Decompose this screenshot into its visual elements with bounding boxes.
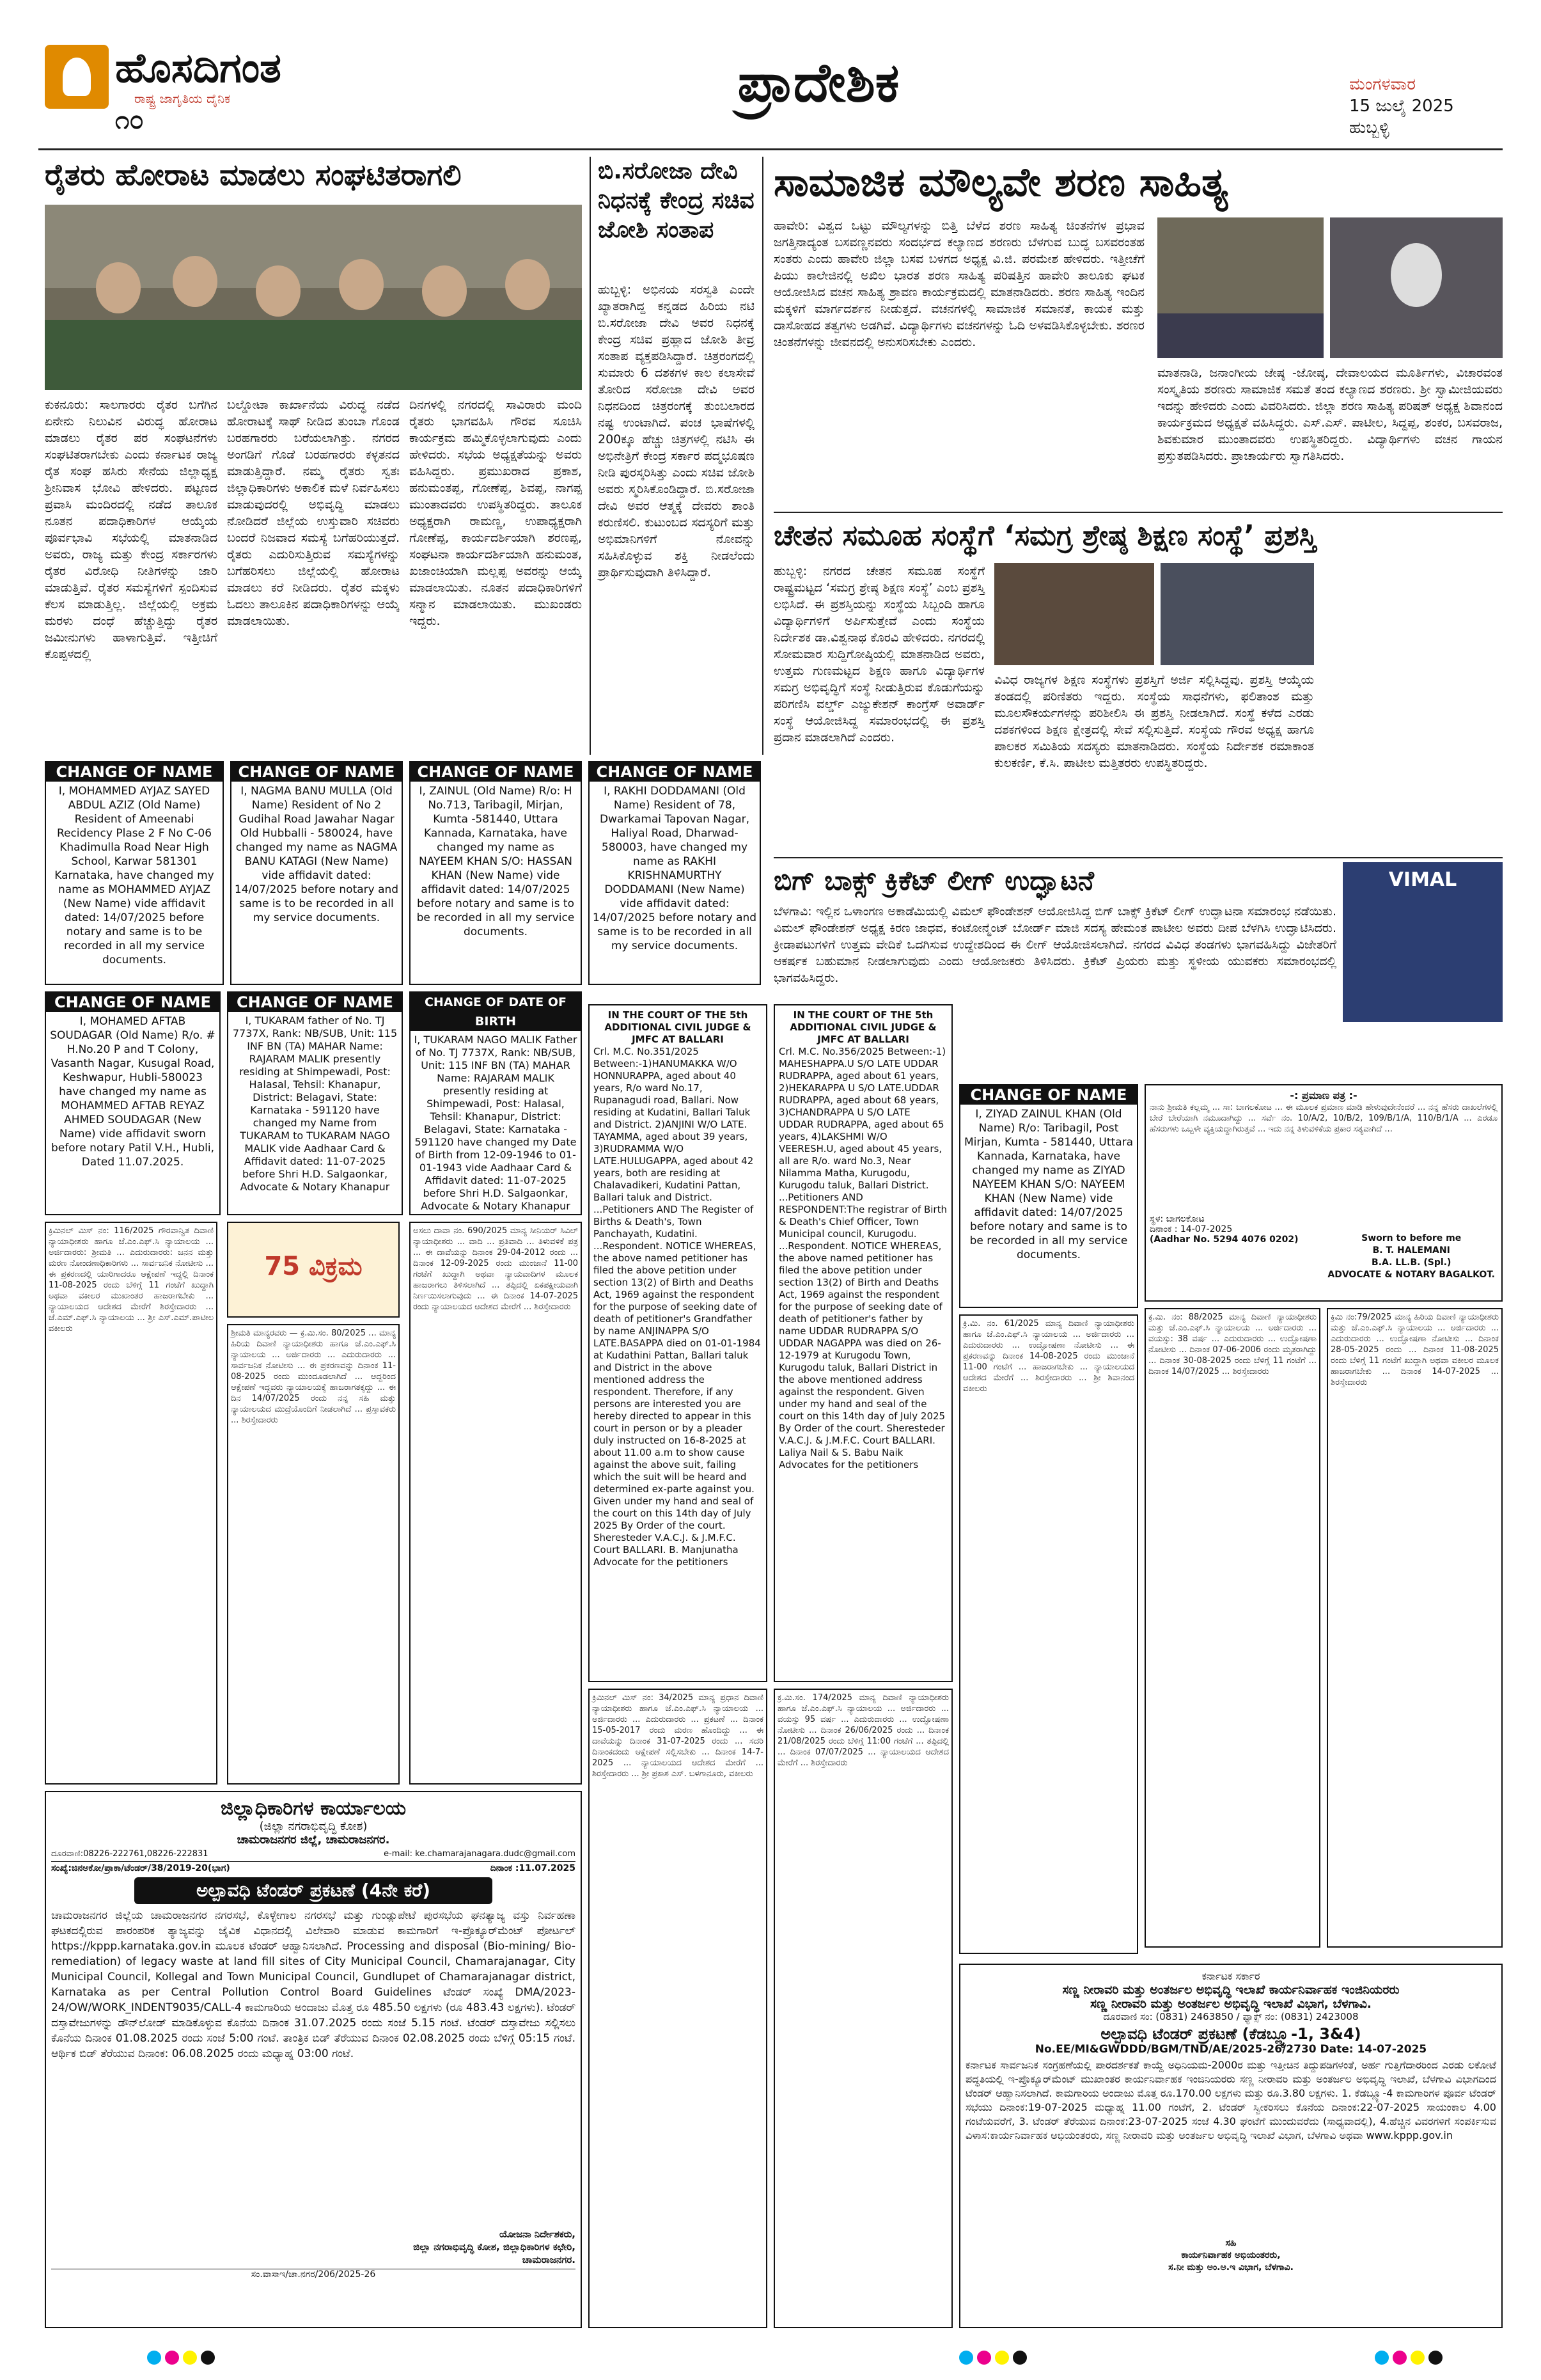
logo-text: 75 ವಿಕ್ರಮ (264, 1252, 363, 1281)
affidavit-body: ನಾನು ಶ್ರೀಮತಿ ಕಲ್ಲಮ್ಮ ... ಸಾ: ಬಾಗಲಕೋಟ ... ಈ ಮೂಲಕ ಪ್ರಮಾಣ ಮಾಡಿ ಹೇಳುವುದೇನೆಂದರೆ ... ನನ್ನ ಹೆಸರು ದಾಖಲೆಗಳಲ್ಲಿ ಬೇರೆ ಬೇರೆಯಾಗಿ ನಮೂದಾಗಿದ್ದು ... ಸರ್ವೆ ನಂ. 10/A/2, 10/B/2, 109/B/1/A, 110/B/1/A ... ಎರಡೂ ಹೆಸರುಗಳು ಒಬ್ಬಳೇ ವ್ಯಕ್ತಿಯದ್ದಾಗಿರುತ್ತವೆ ... ಇದು ನನ್ನ ತಿಳುವಳಿಕೆಯ ಪ್ರಕಾರ ಸತ್ಯವಾಗಿದೆ ... (1150, 1103, 1498, 1134)
court-notice-kannada: ಕ್ರಿ.ಮಿ. ನಂ. 61/2025 ಮಾನ್ಯ ದಿವಾಣಿ ನ್ಯಾಯಾಧೀಶರು ಹಾಗೂ ಜೆ.ಎಂ.ಎಫ್.ಸಿ ನ್ಯಾಯಾಲಯ ... ಅರ್ಜಿದಾರರು ... ಎದುರುದಾರರು ... ಉದ್ಘೋಷಣಾ ನೋಟೀಸು ... ಈ ಪ್ರಕರಣವನ್ನು ದಿನಾಂಕ 14-08-2025 ರಂದು ಮುಂಜಾನೆ 11-00 ಗಂಟೆಗೆ ... ಹಾಜರಾಗಬೇಕು ... ನ್ಯಾಯಾಲಯದ ಆದೇಶದ ಮೇರೆಗೆ ... ಶಿರಸ್ತೇದಾರರು ... ಶ್ರೀ ಶಿವಾನಂದ ವಕೀಲರು (959, 1314, 1138, 1954)
court-notice-kannada: ಕ್ರಿಮಿ ನಂ:79/2025 ಮಾನ್ಯ ಹಿರಿಯ ದಿವಾಣಿ ನ್ಯಾಯಾಧೀಶರು ಮತ್ತು ಜೆ.ಎಂ.ಎಫ್.ಸಿ ನ್ಯಾಯಾಲಯ ... ಅರ್ಜಿದಾರರು ... ಎದುರುದಾರರು ... ಉದ್ಘೋಷಣಾ ನೋಟೀಸು ... ದಿನಾಂಕ 28-05-2025 ರಂದು ... ದಿನಾಂಕ 11-08-2025 ರಂದು ಬೆಳಿಗ್ಗೆ 11 ಗಂಟೆಗೆ ಖುದ್ದಾಗಿ ಅಥವಾ ವಕೀಲರ ಮೂಲಕ ಹಾಜರಾಗಬೇಕು ... ದಿನಾಂಕ 14-07-2025 ... ಶಿರಸ್ತೇದಾರರು (1327, 1308, 1503, 1948)
ad-body: I, MOHAMMED AYJAZ SAYED ABDUL AZIZ (Old Name) Resident of Ameenabi Recidency Plase 2 F No C-06 Khadimulla Road Near High School, Karwar 581301 Karnataka, have changed my name as MOHAMMED AYJAZ (New Name) vide affidavit dated: 14/07/2025 before notary and same is to be recorded in all my service documents. (54, 785, 214, 966)
classified-change-of-name (45, 991, 221, 1215)
masthead-rule (38, 148, 1503, 150)
registration-marks-center (959, 2351, 1031, 2367)
classified-change-of-name (588, 761, 761, 985)
paper-name: ಹೊಸದಿಗಂತ (115, 45, 281, 92)
tender-office2: ಸಣ್ಣ ನೀರಾವರಿ ಮತ್ತು ಅಂತರ್ಜಲ ಅಭಿವೃದ್ಧಿ ಇಲಾಖೆ ವಿಭಾಗ, ಬೆಳಗಾವಿ. (1090, 1997, 1372, 2011)
cricket-photo (1343, 862, 1503, 1022)
tender-sign2: ಕಾರ್ಯನಿರ್ವಾಹಕ ಅಭಿಯಂತರರು, (1181, 2250, 1281, 2260)
classified-change-of-name (227, 991, 403, 1215)
affidavit-date: ದಿನಾಂಕ : 14-07-2025 (1150, 1224, 1233, 1234)
page-number: ೧೦ (115, 106, 144, 135)
story1-col3: ದಿನಗಳಲ್ಲಿ ನಗರದಲ್ಲಿ ಸಾವಿರಾರು ಮಂದಿ ರೈತರು ಭಾಗವಹಿಸಿ ಗೌರವ ಸೂಚಿಸಿ ಕಾರ್ಯಕ್ರಮ ಹಮ್ಮಿಕೊಳ್ಳಲಾಗುವುದು ಎಂದು ಹೇಳಿದರು. ಸಭೆಯ ಅಧ್ಯಕ್ಷತೆಯನ್ನು ಅವರು ವಹಿಸಿದ್ದರು. ಪ್ರಮುಖರಾದ ಪ್ರಕಾಶ, ಹನುಮಂತಪ್ಪ, ಗೋಣೆಪ್ಪ, ಶಿವಪ್ಪ, ನಾಗಪ್ಪ ಮುಂತಾದವರು ಉಪಸ್ಥಿತರಿದ್ದರು. ತಾಲೂಕ ಅಧ್ಯಕ್ಷರಾಗಿ ರಾಮಣ್ಣ, ಉಪಾಧ್ಯಕ್ಷರಾಗಿ ಗೋಣೆಪ್ಪ, ಕಾರ್ಯದರ್ಶಿಯಾಗಿ ಶರಣಪ್ಪ, ಸಂಘಟನಾ ಕಾರ್ಯದರ್ಶಿಯಾಗಿ ಹನುಮಂತ, ಖಜಾಂಚಿಯಾಗಿ ಮಲ್ಲಪ್ಪ ಅವರನ್ನು ಆಯ್ಕೆ ಮಾಡಲಾಯಿತು. ನೂತನ ಪದಾಧಿಕಾರಿಗಳಿಗೆ ಸನ್ಮಾನ ಮಾಡಲಾಯಿತು. ಮುಖಂಡರು ಇದ್ದರು. (409, 398, 586, 628)
court-body: Crl. M.C. No.351/2025 Between:-1)HANUMAKKA W/O HONNURAPPA, aged about 40 years, R/o ward No.17, Rupanagudi road, Ballari. Now residing at Kudatini, Ballari Taluk and District. 2)ANJINI W/O LATE. TAYAMMA, aged about 39 years, 3)RUDRAMMA W/O LATE.HULUGAPPA, aged about 42 years, both are residing at Chalavadikeri, Kudatini Pattan, Ballari taluk and District. ...Petitioners AND The Register of Births & Death's, Town Panchayath, Kudatini. ...Respondent. NOTICE WHEREAS, the above named petitioner has filed the above petition under section 13(2) of Birth and Deaths Act, 1969 against the respondent for the purpose of seeking date of death of petitioner's Grandfather by name ANJINAPPA S/O LATE.BASAPPA died on 01-01-1984 at Kudathini Pattan, Ballari taluk and District in the above mentioned address the respondent. Therefore, if any persons are interested you are hereby directed to appear in this court in person or by a pleader duly instructed on 16-8-2025 at about 11.00 a.m to show cause against the above suit, failing which the suit will be heard and determined ex-parte against you. Given under my hand and seal of the court on this 14th day of July 2025 By Order of the court. Sheresteder V.A.C.J. & J.M.F.C. Court BALLARI. B. Manjunatha Advocate for the petitioners (593, 1046, 761, 1568)
tender-sign3: ಸ.ನೀ ಮತ್ತು ಅಂ.ಅ.ಇ ವಿಭಾಗ, ಬೆಳಗಾವಿ. (1168, 2262, 1294, 2273)
court-notice-kannada: ಕ್ರಿಮಿನಲ್ ಮಿಸ್ ನಂ: 34/2025 ಮಾನ್ಯ ಪ್ರಧಾನ ದಿವಾಣಿ ನ್ಯಾಯಾಧೀಶರು ಹಾಗೂ ಜೆ.ಎಂ.ಎಫ್.ಸಿ ನ್ಯಾಯಾಲಯ ... ಅರ್ಜಿದಾರರು ... ಎದುರುದಾರರು ... ಪ್ರಕಟಣೆ ... ದಿನಾಂಕ 15-05-2017 ರಂದು ಮರಣ ಹೊಂದಿದ್ದು ... ಈ ದಾವೆಯನ್ನು ದಿನಾಂಕ 31-07-2025 ರಂದು ... ಸದರಿ ದಿನಾಂಕದಂದು ಆಕ್ಷೇಪಣೆ ಸಲ್ಲಿಸಬೇಕು ... ದಿನಾಂಕ 14-7-2025 ... ನ್ಯಾಯಾಲಯದ ಆದೇಶದ ಮೇರೆಗೆ ... ಶಿರಸ್ತೇದಾರರು ... ಶ್ರೀ ಪ್ರಕಾಶ ಎಸ್. ಬಳಗಾನೂರು, ವಕೀಲರು (588, 1689, 767, 2328)
tender-gov: ಕರ್ನಾಟಕ ಸರ್ಕಾರ (1201, 1970, 1260, 1982)
tender-email: e-mail: ke.chamarajanagara.dudc@gmail.com (384, 1849, 575, 1859)
affidavit-title: -: ಪ್ರಮಾಣ ಪತ್ರ :- (1290, 1089, 1357, 1101)
tender-district: ಚಾಮರಾಜನಗರ ಜಿಲ್ಲೆ, ಚಾಮರಾಜನಗರ. (237, 1833, 390, 1847)
paper-tagline: ರಾಷ್ಟ್ರ ಜಾಗೃತಿಯ ದೈನಿಕ (134, 91, 231, 106)
issue-date: 15 ಜುಲೈ 2025 (1349, 97, 1454, 116)
registration-marks-right (1375, 2351, 1446, 2367)
tender-footer: ಸಂ.ವಾಸಾಇ/ಚಾ.ನಗರ/206/2025-26 (51, 2269, 575, 2280)
tender-phone: ದೂರವಾಣಿ:08226-222761,08226-222831 (51, 1849, 208, 1859)
court-notice-kannada: ಶ್ರೀಮತಿ ಮಾನ್ಯರವರು — ಕ್ರ.ಮಿ.ಸಂ. 80/2025 ... ಮಾನ್ಯ ಹಿರಿಯ ದಿವಾಣಿ ನ್ಯಾಯಾಧೀಶರು ಹಾಗೂ ಜೆ.ಎಂ.ಎಫ್.ಸಿ ನ್ಯಾಯಾಲಯ ... ಅರ್ಜಿದಾರರು ... ಎದುರುದಾರರು ... ಸಾರ್ವಜನಿಕ ನೋಟೀಸು ... ಈ ಪ್ರಕರಣವನ್ನು ದಿನಾಂಕ 11-08-2025 ರಂದು ಮುಂದೂಡಲಾಗಿದೆ ... ಆದ್ದರಿಂದ ಆಕ್ಷೇಪಣೆ ಇದ್ದವರು ನ್ಯಾಯಾಲಯಕ್ಕೆ ಹಾಜರಾಗತಕ್ಕದ್ದು ... ಈ ದಿನ 14/07/2025 ರಂದು ನನ್ನ ಸಹಿ ಮತ್ತು ನ್ಯಾಯಾಲಯದ ಮುದ್ರೆಯೊಂದಿಗೆ ನೀಡಲಾಗಿದೆ ... ಪ್ರಸ್ತಾವಕರು ... ಶಿರಸ್ತೇದಾರರು (227, 1324, 400, 1785)
ad-heading: CHANGE OF NAME (46, 762, 223, 782)
court-notice-kannada: ಕ್ರಿಮಿನಲ್ ಮಿಸ್ ನಂ: 116/2025 ಗೌರವಾನ್ವಿತ ದಿವಾಣಿ ನ್ಯಾಯಾಧೀಶರು ಹಾಗೂ ಜೆ.ಎಂ.ಎಫ್.ಸಿ ನ್ಯಾಯಾಲಯ ... ಅರ್ಜಿದಾರರು: ಶ್ರೀಮತಿ ... ಎದುರುದಾರರು: ಜನನ ಮತ್ತು ಮರಣ ನೋಂದಣಾಧಿಕಾರಿಗಳು ... ಸಾರ್ವಜನಿಕ ನೋಟೀಸು ... ಈ ಪ್ರಕರಣದಲ್ಲಿ ಯಾರಿಗಾದರೂ ಆಕ್ಷೇಪಣೆ ಇದ್ದಲ್ಲಿ ದಿನಾಂಕ 11-08-2025 ರಂದು ಬೆಳಿಗ್ಗೆ 11 ಗಂಟೆಗೆ ಖುದ್ದಾಗಿ ಅಥವಾ ವಕೀಲರ ಮುಖಾಂತರ ಹಾಜರಾಗಬೇಕು ... ನ್ಯಾಯಾಲಯದ ಆದೇಶದ ಮೇರೆಗೆ ಶಿರಸ್ತೇದಾರರು ... ಜೆ.ಎಮ್.ಎಫ್.ಸಿ ನ್ಯಾಯಾಲಯ ... ಶ್ರೀ ಎಸ್.ಎಮ್.ಪಾಟೀಲ ವಕೀಲರು (45, 1222, 217, 1785)
classified-change-of-name (45, 761, 224, 985)
tender-date: ದಿನಾಂಕ :11.07.2025 (490, 1863, 575, 1873)
vikrama-logo-ad (227, 1222, 400, 1318)
story1-col2: ಬಲ್ಡೋಟಾ ಕಾರ್ಖಾನೆಯ ವಿರುದ್ಧ ನಡೆದ ಹೋರಾಟಕ್ಕೆ ಸಾಥ್ ನೀಡಿದ ತುಂಬಾ ಗೊಂಡ ಬರಹಗಾರರು ಬರೆಯಲಾಗಿತ್ತು. ನಗರದ ಅಂಗಡಿಗೆ ಗೊಡೆ ಬರಹಗಾರರು ಕಳ್ಳತನದ ಮಾಡುತ್ತಿದ್ದಾರೆ. ನಮ್ಮ ರೈತರು ಸ್ವತಃ ಜಿಲ್ಲಾಧಿಕಾರಿಗಳು ಅಕಾಲಿಕ ಮಳೆ ನಿರ್ವಹಿಸಲು ಮಾಡುವುದರಲ್ಲಿ ಅಭಿವೃದ್ಧಿ ಮಾಡಲು ನೋಡಿದರೆ ಜಿಲ್ಲೆಯ ಉಸ್ತುವಾರಿ ಸಚಿವರು ಬಂದರೆ ನಿಜವಾದ ಸಮಸ್ಯೆ ಬಗೆಹರಿಯುತ್ತದೆ. ರೈತರು ಎದುರಿಸುತ್ತಿರುವ ಸಮಸ್ಯೆಗಳನ್ನು ಬಗೆಹರಿಸಲು ಜಿಲ್ಲೆಯಲ್ಲಿ ಹೋರಾಟ ಮಾಡಲು ಕರೆ ನೀಡಿದರು. ರೈತರ ಮಕ್ಕಳು ಓದಲು ತಾಲೂಕಿನ ಪದಾಧಿಕಾರಿಗಳನ್ನು ಆಯ್ಕೆ ಮಾಡಲಾಯಿತು. (227, 398, 404, 628)
headline: ಬಿಗ್ ಬಾಕ್ಸ್ ಕ್ರಿಕೆಟ್ ಲೀಗ್ ಉದ್ಘಾಟನೆ (774, 865, 1094, 896)
story1-col1: ಕುಕನೂರು: ಸಾಲಗಾರರು ರೈತರ ಬಗೆಗಿನ ಏನೇನು ನಿಲುವಿನ ವಿರುದ್ಧ ಹೋರಾಟ ಮಾಡಲು ರೈತರ ಪರ ಸಂಘಟನೆಗಳು ಸಂಘಟಿತರಾಗಬೇಕು ಎಂದು ಕರ್ನಾಟಕ ರಾಜ್ಯ ರೈತ ಸಂಘ ಹಸಿರು ಸೇನೆಯ ಜಿಲ್ಲಾಧ್ಯಕ್ಷ ಶ್ರೀನಿವಾಸ ಭೋವಿ ಹೇಳಿದರು. ಪಟ್ಟಣದ ಪ್ರವಾಸಿ ಮಂದಿರದಲ್ಲಿ ನಡೆದ ತಾಲೂಕ ನೂತನ ಪದಾಧಿಕಾರಿಗಳ ಆಯ್ಕೆಯ ಪೂರ್ವಭಾವಿ ಸಭೆಯಲ್ಲಿ ಮಾತನಾಡಿದ ಅವರು, ರಾಜ್ಯ ಮತ್ತು ಕೇಂದ್ರ ಸರ್ಕಾರಗಳು ರೈತರ ವಿರೋಧಿ ನೀತಿಗಳನ್ನು ಜಾರಿ ಮಾಡುತ್ತಿವೆ. ರೈತರ ಸಮಸ್ಯೆಗಳಿಗೆ ಸ್ಪಂದಿಸುವ ಕೆಲಸ ಮಾಡುತ್ತಿಲ್ಲ. ಜಿಲ್ಲೆಯಲ್ಲಿ ಅಕ್ರಮ ಮರಳು ದಂಧೆ ಹೆಚ್ಚುತ್ತಿದ್ದು ರೈತರ ಜಮೀನುಗಳು ಹಾಳಾಗುತ್ತಿವೆ. ಇತ್ತೀಚಿಗೆ ಕೊಪ್ಪಳದಲ್ಲಿ (45, 398, 222, 661)
tender-body: ಕರ್ನಾಟಕ ಸಾರ್ವಜನಿಕ ಸಂಗ್ರಹಣೆಯಲ್ಲಿ ಪಾರದರ್ಶಕತೆ ಕಾಯ್ದೆ ಅಧಿನಿಯಮ-2000ರ ಮತ್ತು ಇತ್ತೀಚಿನ ತಿದ್ದುಪಡಿಗಳಂತೆ, ಅರ್ಹ ಗುತ್ತಿಗೆದಾರರಿಂದ ಎರಡು ಲಕೋಟೆ ಪದ್ಧತಿಯಲ್ಲಿ ಇ-ಪ್ರೊಕ್ಯೂರ್‌ಮೆಂಟ್ ಮುಖಾಂತರ ಕಾರ್ಯನಿರ್ವಾಹಕ ಇಂಜಿನಿಯರರು ಸಣ್ಣ ನೀರಾವರಿ ಮತ್ತು ಅಂತರ್ಜಲ ಅಭಿವೃದ್ಧಿ ಇಲಾಖೆ, ಬೆಳಗಾವಿ ವಿಭಾಗದಿಂದ ಟೆಂಡರ್ ಆಹ್ವಾನಿಸಲಾಗಿದೆ. ಕಾಮಗಾರಿಯ ಅಂದಾಜು ಮೊತ್ತ ರೂ.170.00 ಲಕ್ಷಗಳು ಮತ್ತು ರೂ.3.80 ಲಕ್ಷಗಳು. 1. ಕೆಡಬ್ಲ್ಯೂ-4 ಕಾಮಗಾರಿಗಳ ಪೂರ್ವ ಟೆಂಡರ್ ಸಭೆಯು ದಿನಾಂಕ:19-07-2025 ಮಧ್ಯಾಹ್ನ 11.00 ಗಂಟೆಗೆ, 2. ಟೆಂಡರ್ ಸ್ವೀಕರಿಸಲು ಕೊನೆಯ ದಿನಾಂಕ:22-07-2025 ಸಾಯಂಕಾಲ 4.00 ಗಂಟೆಯವರೆಗೆ, 3. ಟೆಂಡರ್ ತೆರೆಯುವ ದಿನಾಂಕ:23-07-2025 ಸಂಜೆ 4.30 ಘಂಟೆಗೆ ಮುಂದುವರೆದು (ಸಾಧ್ಯವಾದಲ್ಲಿ), 4.ಹೆಚ್ಚಿನ ವಿವರಗಳಿಗೆ ಸಂಪರ್ಕಿಸುವ ವಿಳಾಸ:ಕಾರ್ಯನಿರ್ವಾಹಕ ಅಭಿಯಂತರರು, ಸಣ್ಣ ನೀರಾವರಿ ಮತ್ತು ಅಂತರ್ಜಲ ಅಭಿವೃದ್ಧಿ ಇಲಾಖೆ ವಿಭಾಗ, ಬೆಳಗಾವಿ ಅಥವಾ www.kppp.gov.in (966, 2059, 1496, 2141)
headline: ಬಿ.ಸರೋಜಾ ದೇವಿ ನಿಧನಕ್ಕೆ ಕೇಂದ್ರ ಸಚಿವ ಜೋಶಿ ಸಂತಾಪ (598, 158, 755, 243)
issue-city: ಹುಬ್ಬಳ್ಳಿ (1349, 118, 1389, 138)
court-notice-ballari-1 (588, 1004, 767, 1682)
ad-body: I, RAKHI DODDAMANI (Old Name) Resident of 78, Dwarkamai Tapovan Nagar, Haliyal Road, Dharwad-580003, have changed my name as RAKHI KRISHNAMURTHY DODDAMANI (New Name) vide affidavit dated: 14/07/2025 before notary and same is to be recorded in all my service documents. (592, 785, 757, 952)
banner-text: VIMAL (1388, 869, 1457, 891)
farmers-photo (45, 205, 582, 390)
court-notice-ballari-2 (774, 1004, 953, 1682)
tender-sign3: ಚಾಮರಾಜನಗರ. (522, 2254, 575, 2266)
classified-change-of-name (230, 761, 403, 985)
classified-change-of-dob (409, 991, 582, 1215)
tender-notice-belagavi (959, 1964, 1503, 2328)
tender-title: ಅಲ್ಪಾವಧಿ ಟೆಂಡರ್ ಪ್ರಕಟಣೆ (4ನೇ ಕರೆ) (134, 1877, 492, 1904)
portrait-photo (1330, 217, 1503, 358)
event-photo (1157, 217, 1324, 358)
press-photo (1161, 563, 1314, 665)
story2-body: ಹುಬ್ಬಳ್ಳಿ: ಅಭಿನಯ ಸರಸ್ವತಿ ಎಂದೇ ಖ್ಯಾತರಾಗಿದ್ದ ಕನ್ನಡದ ಹಿರಿಯ ನಟಿ ಬಿ.ಸರೋಜಾ ದೇವಿ ಅವರ ನಿಧನಕ್ಕೆ ಕೇಂದ್ರ ಸಚಿವ ಪ್ರಹ್ಲಾದ ಜೋಶಿ ತೀವ್ರ ಸಂತಾಪ ವ್ಯಕ್ತಪಡಿಸಿದ್ದಾರೆ. ಚಿತ್ರರಂಗದಲ್ಲಿ ಸುಮಾರು 6 ದಶಕಗಳ ಕಾಲ ಕಲಾಸೇವೆ ತೋರಿದ ಸರೋಜಾ ದೇವಿ ಅವರ ನಿಧನದಿಂದ ಚಿತ್ರರಂಗಕ್ಕೆ ತುಂಬಲಾರದ ನಷ್ಟ ಉಂಟಾಗಿದೆ. ಪಂಚ ಭಾಷೆಗಳಲ್ಲಿ 200ಕ್ಕೂ ಹೆಚ್ಚು ಚಿತ್ರಗಳಲ್ಲಿ ನಟಿಸಿ ಈ ಅಭಿನೇತ್ರಿಗೆ ಕೇಂದ್ರ ಸರ್ಕಾರ ಪದ್ಮಭೂಷಣ ನೀಡಿ ಪುರಸ್ಕರಿಸಿತ್ತು ಎಂದು ಸಚಿವ ಜೋಶಿ ಅವರು ಸ್ಮರಿಸಿಕೊಂಡಿದ್ದಾರೆ. ಬಿ.ಸರೋಜಾ ದೇವಿ ಅವರ ಆತ್ಮಕ್ಕೆ ದೇವರು ಶಾಂತಿ ಕರುಣಿಸಲಿ. ಕುಟುಂಬದ ಸದಸ್ಯರಿಗೆ ಮತ್ತು ಅಭಿಮಾನಿಗಳಿಗೆ ನೋವನ್ನು ಸಹಿಸಿಕೊಳ್ಳುವ ಶಕ್ತಿ ನೀಡಲೆಂದು ಪ್ರಾರ್ಥಿಸುವುದಾಗಿ ತಿಳಿಸಿದ್ದಾರೆ. (598, 283, 759, 579)
ad-body: I, TUKARAM father of No. TJ 7737X, Rank: NB/SUB, Unit: 115 INF BN (TA) MAHAR Name: RAJARAM MALIK presently residing at Shimpewadi, Post: Halasal, Tehsil: Khanapur, District: Belagavi, State: Karnataka - 591120 have changed my Name from TUKARAM to TUKARAM NAGO MALIK vide Aadhaar Card & Affidavit dated: 11-07-2025 before Shri H.D. Salgaonkar, Advocate & Notary Khanapur (232, 1014, 398, 1193)
date-block (1349, 74, 1509, 139)
sworn-label: Sworn to before me (1361, 1233, 1462, 1243)
story-farmers (45, 157, 582, 193)
headline: ಸಾಮಾಜಿಕ ಮೌಲ್ಯವೇ ಶರಣ ಸಾಹಿತ್ಯ (774, 159, 1228, 205)
headline: ರೈತರು ಹೋರಾಟ ಮಾಡಲು ಸಂಘಟಿತರಾಗಲಿ (45, 157, 462, 192)
tender-office: ಜಿಲ್ಲಾಧಿಕಾರಿಗಳ ಕಾರ್ಯಾಲಯ (221, 1797, 406, 1820)
court-notice-kannada: ಕ್ರ.ಮಿ. ನಂ: 88/2025 ಮಾನ್ಯ ದಿವಾಣಿ ನ್ಯಾಯಾಧೀಶರು ಮತ್ತು ಜೆ.ಎಂ.ಎಫ್.ಸಿ ನ್ಯಾಯಾಲಯ ... ಅರ್ಜಿದಾರರು ... ವಯಸ್ಸು: 38 ವರ್ಷ ... ಎದುರುದಾರರು ... ಉದ್ಘೋಷಣಾ ನೋಟೀಸು ... ದಿನಾಂಕ 07-06-2006 ರಂದು ಮೃತರಾಗಿದ್ದು ... ದಿನಾಂಕ 30-08-2025 ರಂದು ಬೆಳಿಗ್ಗೆ 11 ಗಂಟೆಗೆ ... ದಿನಾಂಕ 14/07/2025 ... ಶಿರಸ್ತೇದಾರರು (1145, 1308, 1320, 1948)
tender-title: ಅಲ್ಪಾವಧಿ ಟೆಂಡರ್ ಪ್ರಕಟಣೆ (ಕೆಡಬ್ಲ್ಯೂ-1, 3&4) (1100, 2025, 1361, 2043)
section-title: ಪ್ರಾದೇಶಿಕ (737, 51, 900, 114)
affidavit-place: ಸ್ಥಳ: ಬಾಗಲಕೋಟ (1150, 1214, 1205, 1224)
notary-quals: B.A. LL.B. (Spl.) (1372, 1257, 1451, 1268)
headline: ಚೇತನ ಸಮೂಹ ಸಂಸ್ಥೆಗೆ ‘ಸಮಗ್ರ ಶ್ರೇಷ್ಠ ಶಿಕ್ಷಣ ಸಂಸ್ಥೆ’ ಪ್ರಶಸ್ತಿ (774, 519, 1317, 552)
court-title: IN THE COURT OF THE 5th ADDITIONAL CIVIL JUDGE & JMFC AT BALLARI (790, 1009, 937, 1045)
ad-body: I, MOHAMED AFTAB SOUDAGAR (Old Name) R/o. # H.No.20 P and T Colony, Vasanth Nagar, Kusugal Road, Keshwapur, Hubli-580023 have changed my name as MOHAMMED AFTAB REYAZ AHMED SOUDAGAR (New Name) vide affidavit sworn before notary Patil V.H., Hubli, Dated 11.07.2025. (50, 1015, 215, 1169)
ad-heading: CHANGE OF DATE OF BIRTH (411, 993, 581, 1031)
tender-ref: No.EE/MI&GWDDD/BGM/TND/AE/2025-26/2730 Date: 14-07-2025 (1035, 2043, 1427, 2056)
ad-body: I, NAGMA BANU MULLA (Old Name) Resident of No 2 Gudihal Road Jawahar Nagar Old Hubballi - 580024, have changed my name as NAGMA BANU KATAGI (New Name) vide affidavit dated: 14/07/2025 before notary and same is to be recorded in all my service documents. (234, 785, 399, 924)
story-chetana-award (774, 517, 1503, 555)
affidavit-aadhar: (Aadhar No. 5294 4076 0202) (1150, 1234, 1299, 1245)
classified-change-of-name (409, 761, 582, 985)
tender-office: ಸಣ್ಣ ನೀರಾವರಿ ಮತ್ತು ಅಂತರ್ಜಲ ಅಭಿವೃದ್ಧಿ ಇಲಾಖೆ ಕಾರ್ಯನಿರ್ವಾಹಕ ಇಂಜಿನಿಯರರು (1062, 1983, 1400, 1997)
story3-col1: ಹಾವೇರಿ: ವಿಶ್ವದ ಒಟ್ಟು ಮೌಲ್ಯಗಳನ್ನು ಬಿತ್ತಿ ಬೆಳೆದ ಶರಣ ಸಾಹಿತ್ಯ ಚಿಂತನೆಗಳ ಪ್ರಭಾವ ಜಗತ್ತಿನಾದ್ಯಂತ ಬಸವಣ್ಣನವರು ಸಂದರ್ಭದ ಕಲ್ಯಾಣದ ಶರಣರು ಬೆಳಗುವ ಬುದ್ಧ ಬಸವರಂತಹ ಸಂತರು ಎಂದು ಹಾವೇರಿ ಜಿಲ್ಲಾ ಬಸವ ಬಳಗದ ಅಧ್ಯಕ್ಷ ವಿ.ಜಿ. ಪರಮೇಶ ಹೇಳಿದರು. ಇತ್ತೀಚೆಗೆ ಪಿಯು ಕಾಲೇಜಿನಲ್ಲಿ ಅಖಿಲ ಭಾರತ ಶರಣ ಸಾಹಿತ್ಯ ಪರಿಷತ್ತಿನ ಹಾವೇರಿ ತಾಲೂಕು ಘಟಕ ಆಯೋಜಿಸಿದ ವಚನ ಸಾಹಿತ್ಯ ಶ್ರಾವಣ ಕಾರ್ಯಕ್ರಮದಲ್ಲಿ ಮಾತನಾಡಿದರು. ಶರಣ ಸಾಹಿತ್ಯ ಇಂದಿನ ಮಕ್ಕಳಿಗೆ ಮಾರ್ಗದರ್ಶನ ನೀಡುತ್ತದೆ. ವಚನಗಳಲ್ಲಿ ಸಾಮಾಜಿಕ ಸಮಾನತೆ, ಕಾಯಕ ಮತ್ತು ದಾಸೋಹದ ತತ್ವಗಳು ಅಡಗಿವೆ. ವಿದ್ಯಾರ್ಥಿಗಳು ವಚನಗಳನ್ನು ಓದಿ ಅಳವಡಿಸಿಕೊಳ್ಳಬೇಕು. ಶರಣರ ಚಿಂತನೆಗಳನ್ನು ಜೀವನದಲ್ಲಿ ಅನುಸರಿಸಬೇಕು ಎಂದರು. (774, 219, 1149, 349)
tender-sign: ಯೋಜನಾ ನಿರ್ದೇಶಕರು, (499, 2228, 575, 2240)
tender-phone: ದೂರವಾಣಿ ಸಂ: (0831) 2463850 / ಫ್ಯಾಕ್ಸ್ ನಂ: (0831) 2423008 (1103, 2011, 1359, 2022)
story4-col1: ಹುಬ್ಬಳ್ಳಿ: ನಗರದ ಚೇತನ ಸಮೂಹ ಸಂಸ್ಥೆಗೆ ರಾಷ್ಟ್ರಮಟ್ಟದ ‘ಸಮಗ್ರ ಶ್ರೇಷ್ಠ ಶಿಕ್ಷಣ ಸಂಸ್ಥೆ’ ಎಂಬ ಪ್ರಶಸ್ತಿ ಲಭಿಸಿದೆ. ಈ ಪ್ರಶಸ್ತಿಯನ್ನು ಸಂಸ್ಥೆಯ ಸಿಬ್ಬಂದಿ ಹಾಗೂ ವಿದ್ಯಾರ್ಥಿಗಳಿಗೆ ಅರ್ಪಿಸುತ್ತೇವೆ ಎಂದು ಸಂಸ್ಥೆಯ ನಿರ್ದೇಶಕ ಡಾ.ವಿಶ್ವನಾಥ ಕೊರವಿ ಹೇಳಿದರು. ನಗರದಲ್ಲಿ ಸೋಮವಾರ ಸುದ್ದಿಗೋಷ್ಠಿಯಲ್ಲಿ ಮಾತನಾಡಿದ ಅವರು, ಉತ್ತಮ ಗುಣಮಟ್ಟದ ಶಿಕ್ಷಣ ಹಾಗೂ ವಿದ್ಯಾರ್ಥಿಗಳ ಸಮಗ್ರ ಅಭಿವೃದ್ಧಿಗೆ ಸಂಸ್ಥೆ ನೀಡುತ್ತಿರುವ ಕೊಡುಗೆಯನ್ನು ಪರಿಗಣಿಸಿ ವರ್ಲ್ಡ್ ಎಜ್ಯುಕೇಶನ್ ಕಾಂಗ್ರೆಸ್ ಅವಾರ್ಡ್ ಸಂಸ್ಥೆ ಆಯೋಜಿಸಿದ್ದ ಸಮಾರಂಭದಲ್ಲಿ ಈ ಪ್ರಶಸ್ತಿ ಪ್ರದಾನ ಮಾಡಲಾಗಿದೆ ಎಂದರು. (774, 564, 989, 745)
tender-sign2: ಜಿಲ್ಲಾ ನಗರಾಭಿವೃದ್ಧಿ ಕೋಶ, ಜಿಲ್ಲಾಧಿಕಾರಿಗಳ ಕಛೇರಿ, (413, 2241, 575, 2253)
ad-heading: CHANGE OF NAME (411, 762, 581, 782)
award-photo (994, 563, 1154, 665)
tender-notice-chamarajanagar (45, 1791, 582, 2328)
story-sharana-sahitya (774, 157, 1503, 208)
story4-col2: ವಿವಿಧ ರಾಜ್ಯಗಳ ಶಿಕ್ಷಣ ಸಂಸ್ಥೆಗಳು ಪ್ರಶಸ್ತಿಗೆ ಅರ್ಜಿ ಸಲ್ಲಿಸಿದ್ದವು. ಪ್ರಶಸ್ತಿ ಆಯ್ಕೆಯ ತಂಡದಲ್ಲಿ ಪರಿಣಿತರು ಇದ್ದರು. ಸಂಸ್ಥೆಯ ಸಾಧನೆಗಳು, ಫಲಿತಾಂಶ ಮತ್ತು ಮೂಲಸೌಕರ್ಯಗಳನ್ನು ಪರಿಶೀಲಿಸಿ ಈ ಪ್ರಶಸ್ತಿ ನೀಡಲಾಗಿದೆ. ಸಂಸ್ಥೆ ಕಳೆದ ಎರಡು ದಶಕಗಳಿಂದ ಶಿಕ್ಷಣ ಕ್ಷೇತ್ರದಲ್ಲಿ ಸೇವೆ ಸಲ್ಲಿಸುತ್ತಿದೆ. ಸಂಸ್ಥೆಯ ಗೌರವ ಅಧ್ಯಕ್ಷ ಹಾಗೂ ಪಾಲಕರ ಸಮಿತಿಯ ಸದಸ್ಯರು ಮಾತನಾಡಿದರು. ಸಂಸ್ಥೆಯ ನಿರ್ದೇಶಕ ರಮಾಕಾಂತ ಕುಲಕರ್ಣಿ, ಕೆ.ಸಿ. ಪಾಟೀಲ ಮತ್ತಿತರರು ಉಪಸ್ಥಿತರಿದ್ದರು. (994, 673, 1318, 770)
story-box-cricket (774, 862, 1336, 899)
tender-ref: ಸಂಖ್ಯೆ:ಜಿನಅಕೋ/ಪ್ರಾಕಾ/ಟೆಂಡರ್/38/2019-20(ಭಾಗ) (51, 1863, 230, 1873)
court-notice-kannada: ಕ್ರ.ಮಿ.ಸಂ. 174/2025 ಮಾನ್ಯ ದಿವಾಣಿ ನ್ಯಾಯಾಧೀಶರು ಹಾಗೂ ಜೆ.ಎಂ.ಎಫ್.ಸಿ ನ್ಯಾಯಾಲಯ ... ಅರ್ಜಿದಾರರು ... ವಯಸ್ಸು 95 ವರ್ಷ ... ಎದುರುದಾರರು ... ಉದ್ಘೋಷಣಾ ನೋಟೀಸು ... ದಿನಾಂಕ 26/06/2025 ರಂದು ... ದಿನಾಂಕ 21/08/2025 ರಂದು ಬೆಳಿಗ್ಗೆ 11:00 ಗಂಟೆಗೆ ... ತಪ್ಪಿದಲ್ಲಿ ... ದಿನಾಂಕ 07/07/2025 ... ನ್ಯಾಯಾಲಯದ ಆದೇಶದ ಮೇರೆಗೆ ... ಶಿರಸ್ತೇದಾರರು (774, 1689, 953, 2328)
notary-role: ADVOCATE & NOTARY BAGALKOT. (1327, 1270, 1495, 1280)
ad-body: I, ZIYAD ZAINUL KHAN (Old Name) R/o: Taribagil, Post Mirjan, Kumta - 581440, Uttara Kannada, Karnataka, have changed my name as ZIYAD NAYEEM KHAN S/O: NAYEEM KHAN (New Name) vide affidavit dated: 14/07/2025 before notary and same is to be recorded in all my service documents. (964, 1108, 1134, 1261)
court-notice-kannada: ಅಸಲು ದಾವಾ ನಂ. 690/2025 ಮಾನ್ಯ ಸೀನಿಯರ್ ಸಿವಿಲ್ ನ್ಯಾಯಾಧೀಶರು ... ವಾದಿ ... ಪ್ರತಿವಾದಿ ... ತಿಳುವಳಿಕೆ ಪತ್ರ ... ಈ ದಾವೆಯನ್ನು ದಿನಾಂಕ 29-04-2012 ರಂದು ... ದಿನಾಂಕ 12-09-2025 ರಂದು ಮುಂಜಾನೆ 11-00 ಗಂಟೆಗೆ ಖುದ್ದಾಗಿ ಅಥವಾ ನ್ಯಾಯವಾದಿಗಳ ಮೂಲಕ ಹಾಜರಾಗಲು ತಿಳಿಸಲಾಗಿದೆ ... ತಪ್ಪಿದಲ್ಲಿ ಏಕಪಕ್ಷೀಯವಾಗಿ ನಿರ್ಣಯಿಸಲಾಗುವುದು ... ಈ ದಿನಾಂಕ 14-07-2025 ರಂದು ನ್ಯಾಯಾಲಯದ ಆದೇಶದ ಮೇರೆಗೆ ... ಶಿರಸ್ತೇದಾರರು (409, 1222, 582, 1785)
ad-heading: CHANGE OF NAME (228, 993, 402, 1012)
ad-heading: CHANGE OF NAME (960, 1085, 1137, 1105)
tender-sub: (ಜಿಲ್ಲಾ ನಗರಾಭಿವೃದ್ಧಿ ಕೋಶ) (259, 1820, 368, 1833)
lamp-icon (45, 45, 109, 109)
registration-marks-left (147, 2351, 219, 2367)
masthead-logo (45, 45, 403, 135)
ad-body: I, ZAINUL (Old Name) R/o: H No.713, Taribagil, Mirjan, Kumta -581440, Uttara Kannada, Karnataka, have changed my name as NAYEEM KHAN S/O: HASSAN KHAN (New Name) vide affidavit dated: 14/07/2025 before notary and same is to be recorded in all my service documents. (416, 785, 575, 938)
tender-body: ಚಾಮರಾಜನಗರ ಜಿಲ್ಲೆಯ ಚಾಮರಾಜನಗರ ನಗರಸಭೆ, ಕೊಳ್ಳೇಗಾಲ ನಗರಸಭೆ ಮತ್ತು ಗುಂಡ್ಲುಪೇಟೆ ಪುರಸಭೆಯ ಘನತ್ಯಾಜ್ಯ ವಸ್ತು ನಿರ್ವಹಣಾ ಘಟಕದಲ್ಲಿರುವ ಪಾರಂಪರಿಕ ತ್ಯಾಜ್ಯವನ್ನು ಜೈವಿಕ ವಿಧಾನದಲ್ಲಿ ವಿಲೇವಾರಿ ಮಾಡುವ ಕಾಮಗಾರಿಗೆ ಇ-ಪ್ರೊಕ್ಯೂರ್‌ಮೆಂಟ್ ಪೋರ್ಟಲ್ https://kppp.karnataka.gov.in ಮೂಲಕ ಟೆಂಡರ್ ಆಹ್ವಾನಿಸಲಾಗಿದೆ. Processing and disposal (Bio-mining/ Bio-remediation) of legacy waste at land fill sites of City Municipal Council, Chamarajanagar, City Municipal Council, Kollegal and Town Municipal Council, Gundlupet of Chamarajanagar district, Karnataka as per Central Pollution Control Board Guidelines ಟೆಂಡರ್ ಸಂಖ್ಯೆ DMA/2023-24/OW/WORK_INDENT9035/CALL-4 ಕಾಮಗಾರಿಯ ಅಂದಾಜು ಮೊತ್ತ ರೂ 485.50 ಲಕ್ಷಗಳು (ರೂ 483.43 ಲಕ್ಷಗಳು). ಟೆಂಡರ್ ದಸ್ತಾವೇಜುಗಳನ್ನು ಡೌನ್‌ಲೋಡ್ ಮಾಡಿಕೊಳ್ಳುವ ಕೊನೆಯ ದಿನಾಂಕ 31.07.2025 ರಂದು ಸಂಜೆ 5.15 ಗಂಟೆ. ಟೆಂಡರ್ ದಸ್ತಾವೇಜು ಸಲ್ಲಿಸಲು ಕೊನೆಯ ದಿನಾಂಕ 01.08.2025 ರಂದು ಸಂಜೆ 5:00 ಗಂಟೆ. ತಾಂತ್ರಿಕ ಬಿಡ್ ತೆರೆಯುವ ದಿನಾಂಕ 02.08.2025 ರಂದು ಬೆಳಿಗ್ಗೆ 05:15 ಗಂಟೆ. ಆರ್ಥಿಕ ಬಿಡ್ ತೆರೆಯುವ ದಿನಾಂಕ: 06.08.2025 ರಂದು ಮಧ್ಯಾಹ್ನ 03:00 ಗಂಟೆ. (51, 1909, 575, 2060)
ad-heading: CHANGE OF NAME (590, 762, 760, 782)
issue-day: ಮಂಗಳವಾರ (1349, 75, 1416, 94)
court-title: IN THE COURT OF THE 5th ADDITIONAL CIVIL JUDGE & JMFC AT BALLARI (604, 1009, 751, 1045)
tender-sign: ಸಹಿ (1225, 2238, 1237, 2248)
notary-name: B. T. HALEMANI (1372, 1245, 1450, 1256)
ad-body: I, TUKARAM NAGO MALIK Father of No. TJ 7737X, Rank: NB/SUB, Unit: 115 INF BN (TA) MAHAR Name: RAJARAM MALIK presently residing at Shimpewadi, Post: Halasal, Tehsil: Khanapur, District: Belagavi, State: Karnataka - 591120 have changed my Date of Birth from 12-09-1946 to 01-01-1943 vide Aadhaar Card & Affidavit dated: 11-07-2025 before Shri H.D. Salgaonkar, Advocate & Notary Khanapur (414, 1034, 577, 1212)
ad-heading: CHANGE OF NAME (231, 762, 402, 782)
story5-body: ಬೆಳಗಾವಿ: ಇಲ್ಲಿನ ಒಳಾಂಗಣ ಅಕಾಡೆಮಿಯಲ್ಲಿ ವಿಮಲ್ ಫೌಂಡೇಶನ್ ಆಯೋಜಿಸಿದ್ದ ಬಿಗ್ ಬಾಕ್ಸ್ ಕ್ರಿಕೆಟ್ ಲೀಗ್ ಉದ್ಘಾಟನಾ ಸಮಾರಂಭ ನಡೆಯಿತು. ವಿಮಲ್ ಫೌಂಡೇಶನ್ ಅಧ್ಯಕ್ಷ ಕಿರಣ ಜಾಧವ, ಕಂಟೋನ್ಮೆಂಟ್ ಬೋರ್ಡ್ ಮಾಜಿ ಸದಸ್ಯ ಹೇಮಂತ ಪಾಟೀಲ ಅವರು ದೀಪ ಬೆಳಗಿಸಿ ಉದ್ಘಾಟಿಸಿದರು. ಕ್ರೀಡಾಪಟುಗಳಿಗೆ ಉತ್ತಮ ವೇದಿಕೆ ಒದಗಿಸುವ ಉದ್ದೇಶದಿಂದ ಈ ಲೀಗ್ ಆಯೋಜಿಸಲಾಗಿದೆ. ನಗರದ ವಿವಿಧ ತಂಡಗಳು ಭಾಗವಹಿಸಿದ್ದು ವಿಜೇತರಿಗೆ ಆಕರ್ಷಕ ಬಹುಮಾನ ನೀಡಲಾಗುವುದು ಎಂದು ಆಯೋಜಕರು ತಿಳಿಸಿದರು. ಕ್ರಿಕೆಟ್ ಪ್ರಿಯರು ಮತ್ತು ಸ್ಥಳೀಯ ಯುವಕರು ಸಮಾರಂಭದಲ್ಲಿ ಭಾಗವಹಿಸಿದ್ದರು. (774, 904, 1341, 985)
classified-change-of-name (959, 1084, 1138, 1308)
court-body: Crl. M.C. No.356/2025 Between:-1) MAHESHAPPA.U S/O LATE UDDAR RUDRAPPA, aged about 61 years, 2)HEKARAPPA U S/O LATE.UDDAR RUDRAPPA, aged about 68 years, 3)CHANDRAPPA U S/O LATE UDDAR RUDRAPPA, aged about 65 years, 4)LAKSHMI W/O VEERESH.U, aged about 45 years, all are R/o. ward No.3, Near Nilamma Matha, Kurugodu, Kurugodu taluk, Ballari District. ...Petitioners AND RESPONDENT:The registrar of Birth & Death's Chief Officer, Town Municipal council, Kurugodu. ...Respondent. NOTICE WHEREAS, the above named petitioner has filed the above petition under section 13(2) of Birth and Deaths Act, 1969 against the respondent for the purpose of seeking date of death of petitioner's father by name UDDAR RUDRAPPA S/O UDDAR NAGAPPA was died on 26-12-1979 at Kurugodu Town, Kurugodu taluk, Ballari District in the above mentioned address against the respondent. Given under my hand and seal of the court on this 14th day of July 2025 By Order of the court. Sheresteder V.A.C.J. & J.M.F.C. Court BALLARI. Laliya Nail & S. Babu Naik Advocates for the petitioners (779, 1046, 947, 1470)
story3-col2: ಮಾತನಾಡಿ, ಜನಾಂಗೀಯ ಜೇಷ್ಠ -ಜೋಷ್ಠ, ದೇವಾಲಯದ ಮೂರ್ತಿಗಳು, ವಿಚಾರವಂತ ಸಂಸ್ಕೃತಿಯ ಶರಣರು ಸಾಮಾಜಿಕ ಸಮತೆ ತಂದ ಕಲ್ಯಾಣದ ಶರಣರು. ಶ್ರೀ ಸ್ವಾಮೀಜಿಯವರು ಇದನ್ನು ಹೇಳಿದರು ಎಂದು ವಿವರಿಸಿದರು. ಜಿಲ್ಲಾ ಶರಣ ಸಾಹಿತ್ಯ ಪರಿಷತ್ ಅಧ್ಯಕ್ಷ ಶಿವಾನಂದ ಕಾರ್ಯಕ್ರಮದ ಅಧ್ಯಕ್ಷತೆ ವಹಿಸಿದ್ದರು. ಎಸ್.ಎಸ್. ಪಾಟೀಲ, ಸಿದ್ದಪ್ಪ, ಶಂಕರ, ಬಸವರಾಜ, ಶಿವಕುಮಾರ ಮುಂತಾದವರು ಉಪಸ್ಥಿತರಿದ್ದರು. ವಿದ್ಯಾರ್ಥಿಗಳು ವಚನ ಗಾಯನ ಪ್ರಸ್ತುತಪಡಿಸಿದರು. ಪ್ರಾಚಾರ್ಯರು ಸ್ವಾಗತಿಸಿದರು. (1157, 366, 1507, 463)
ad-heading: CHANGE OF NAME (46, 993, 219, 1012)
story-saroja-devi (598, 157, 755, 245)
affidavit-notice (1145, 1084, 1503, 1302)
